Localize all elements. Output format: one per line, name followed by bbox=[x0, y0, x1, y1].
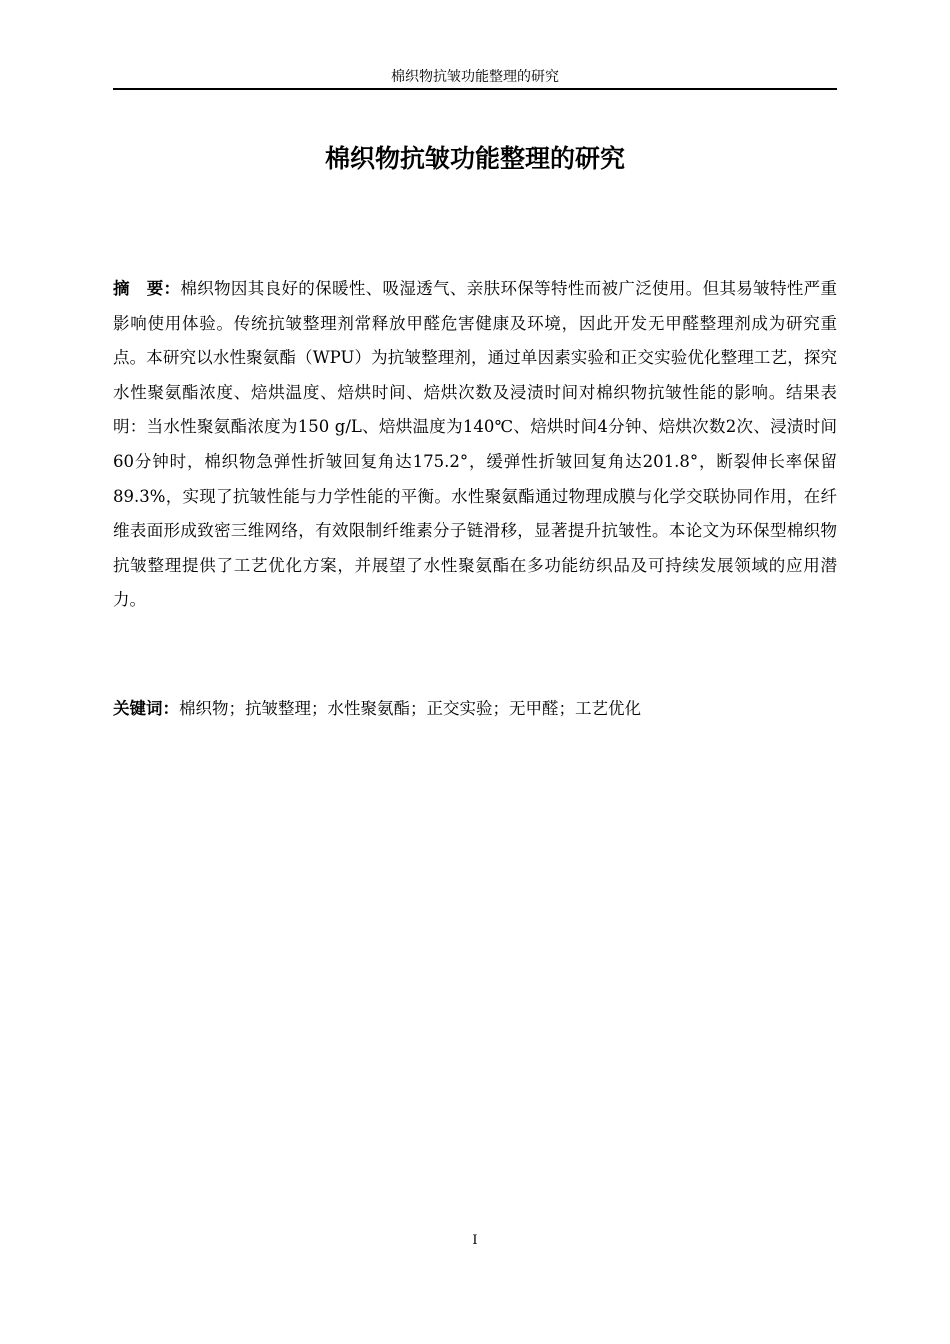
page-number: I bbox=[472, 1233, 478, 1248]
keywords-label: 关键词： bbox=[113, 699, 179, 718]
keywords-text: 棉织物；抗皱整理；水性聚氨酯；正交实验；无甲醛；工艺优化 bbox=[179, 699, 641, 718]
running-header: 棉织物抗皱功能整理的研究 bbox=[391, 69, 559, 85]
abstract-label: 摘 要： bbox=[113, 279, 181, 298]
keywords-paragraph bbox=[113, 692, 837, 726]
abstract-text: 棉织物因其良好的保暖性、吸湿透气、亲肤环保等特性而被广泛使用。但其易皱特性严重影响使用体验。传统抗皱整理剂常释放甲醛危害健康及环境，因此开发无甲醛整理剂成为研究重点。本研究以水性聚氨酯（WPU）为抗皱整理剂，通过单因素实验和正交实验优化整理工艺，探究水性聚氨酯浓度、焙烘温度、焙烘时间、焙烘次数及浸渍时间对棉织物抗皱性能的影响。结果表明：当水性聚氨酯浓度为150 g/L、焙烘温度为140℃、焙烘时间4分钟、焙烘次数2次、浸渍时间60分钟时，棉织物急弹性折皱回复角达175.2°，缓弹性折皱回复角达201.8°，断裂伸长率保留89.3%，实现了抗皱性能与力学性能的平衡。水性聚氨酯通过物理成膜与化学交联协同作用，在纤维表面形成致密三维网络，有效限制纤维素分子链滑移，显著提升抗皱性。本论文为环保型棉织物抗皱整理提供了工艺优化方案，并展望了水性聚氨酯在多功能纺织品及可持续发展领域的应用潜力。 bbox=[113, 279, 838, 610]
abstract-paragraph bbox=[113, 272, 837, 618]
header-rule bbox=[113, 88, 837, 90]
paper-title: 棉织物抗皱功能整理的研究 bbox=[324, 144, 625, 173]
